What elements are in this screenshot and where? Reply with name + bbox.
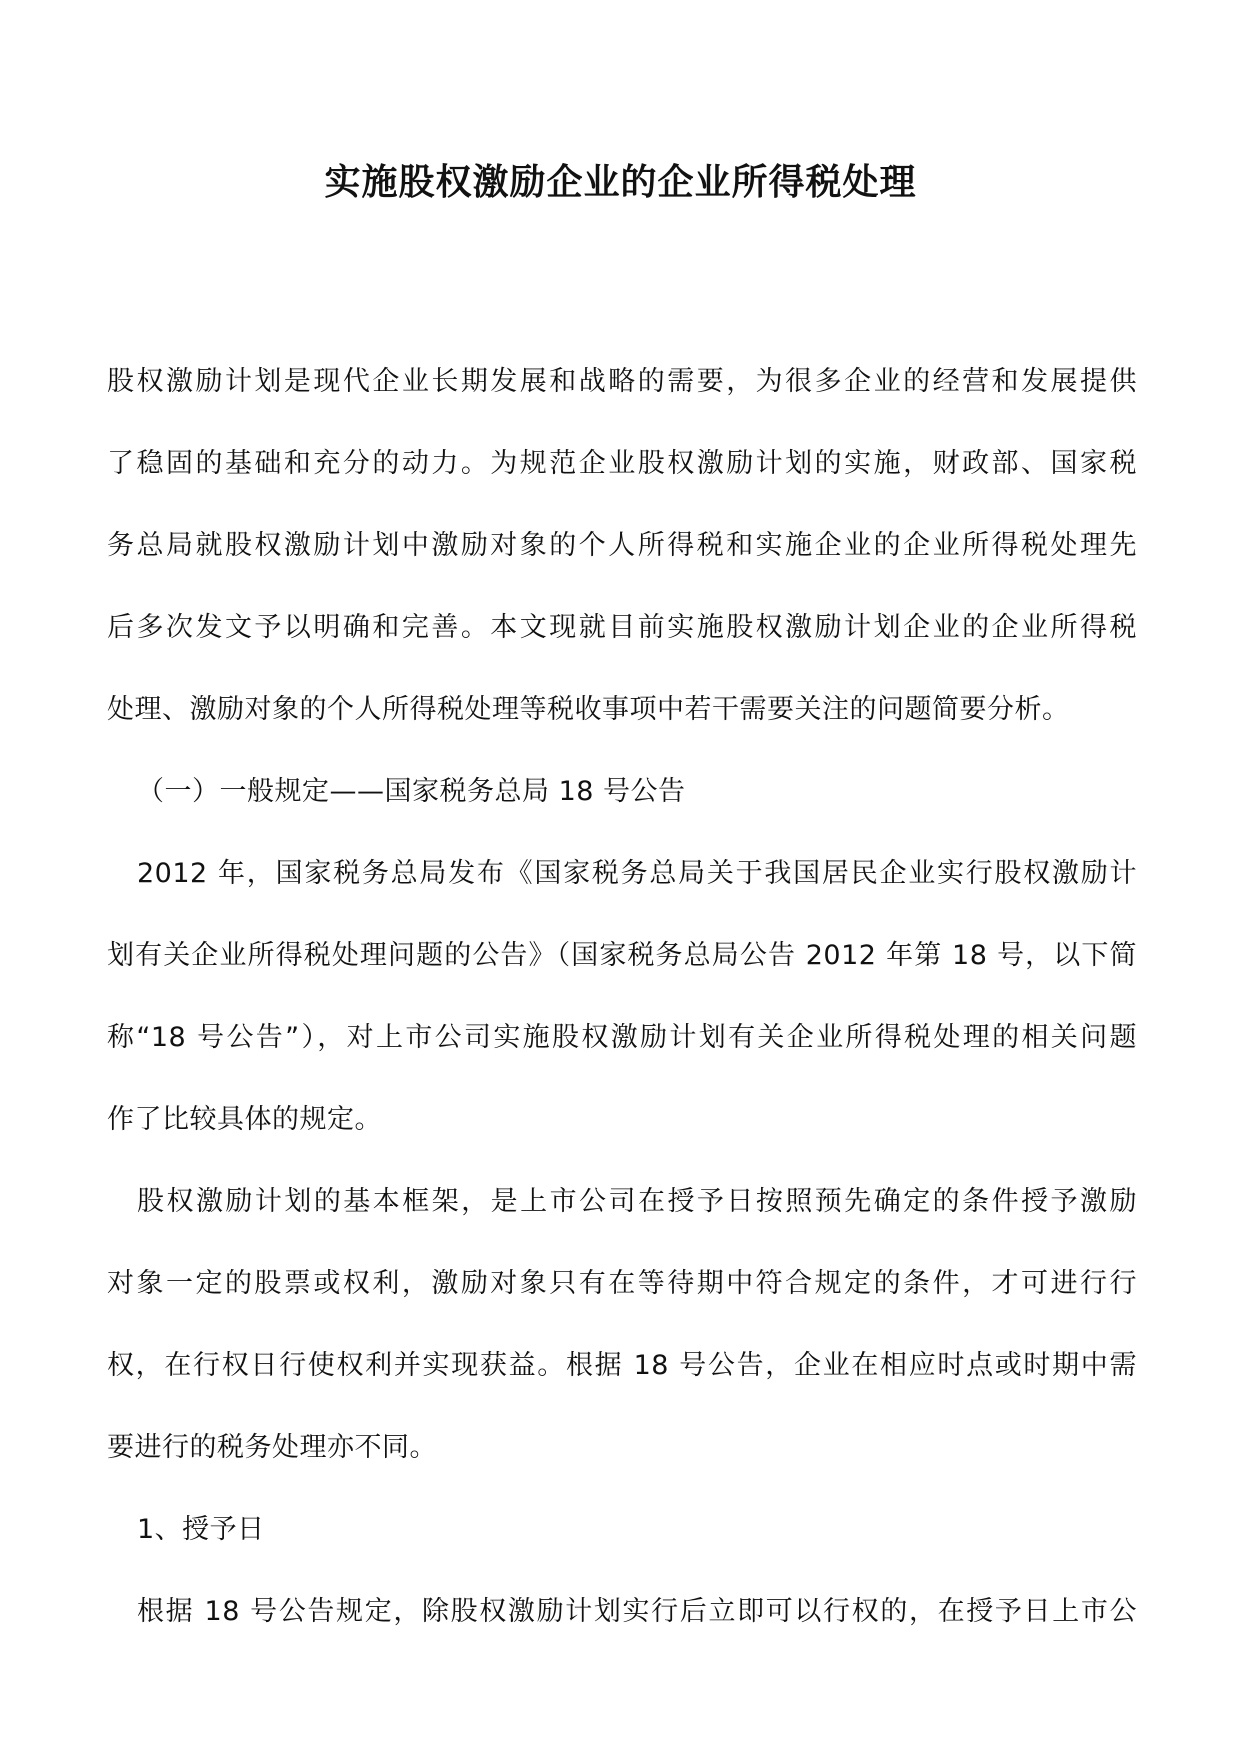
- text-line: 股权激励计划的基本框架，是上市公司在授予日按照预先确定的条件授予激励: [137, 1186, 1137, 1217]
- paragraph-grant-date: [107, 1571, 1137, 1653]
- section-heading: [107, 751, 1137, 833]
- text-line: 要进行的税务处理亦不同。: [107, 1432, 437, 1463]
- text-line: 称“18 号公告”），对上市公司实施股权激励计划有关企业所得税处理的相关问题: [107, 1022, 1137, 1053]
- text-line: 划有关企业所得税处理问题的公告》（国家税务总局公告 2012 年第 18 号，以下简: [107, 940, 1137, 971]
- text-line: 2012 年，国家税务总局发布《国家税务总局关于我国居民企业实行股权激励计: [137, 858, 1137, 889]
- text-line: 了稳固的基础和充分的动力。为规范企业股权激励计划的实施，财政部、国家税: [107, 448, 1137, 479]
- text-line: 作了比较具体的规定。: [107, 1104, 382, 1135]
- text-line: 根据 18 号公告规定，除股权激励计划实行后立即可以行权的，在授予日上市公: [137, 1596, 1137, 1627]
- text-line: 对象一定的股票或权利，激励对象只有在等待期中符合规定的条件，才可进行行: [107, 1268, 1137, 1299]
- text-line: 务总局就股权激励计划中激励对象的个人所得税和实施企业的企业所得税处理先: [107, 530, 1137, 561]
- text-line: 后多次发文予以明确和完善。本文现就目前实施股权激励计划企业的企业所得税: [107, 612, 1137, 643]
- subsection-heading: [107, 1489, 1137, 1571]
- text-line: 股权激励计划是现代企业长期发展和战略的需要，为很多企业的经营和发展提供: [107, 366, 1137, 397]
- paragraph-framework: [107, 1161, 1137, 1489]
- text-line: 1、授予日: [137, 1514, 265, 1545]
- paragraph-announcement: [107, 833, 1137, 1161]
- document-title: 实施股权激励企业的企业所得税处理: [324, 161, 917, 203]
- document-body: [107, 341, 1137, 1653]
- text-line: 权，在行权日行使权利并实现获益。根据 18 号公告，企业在相应时点或时期中需: [107, 1350, 1137, 1381]
- paragraph-intro: [107, 341, 1137, 751]
- text-line: （一）一般规定——国家税务总局 18 号公告: [137, 776, 686, 807]
- text-line: 处理、激励对象的个人所得税处理等税收事项中若干需要关注的问题简要分析。: [107, 694, 1070, 725]
